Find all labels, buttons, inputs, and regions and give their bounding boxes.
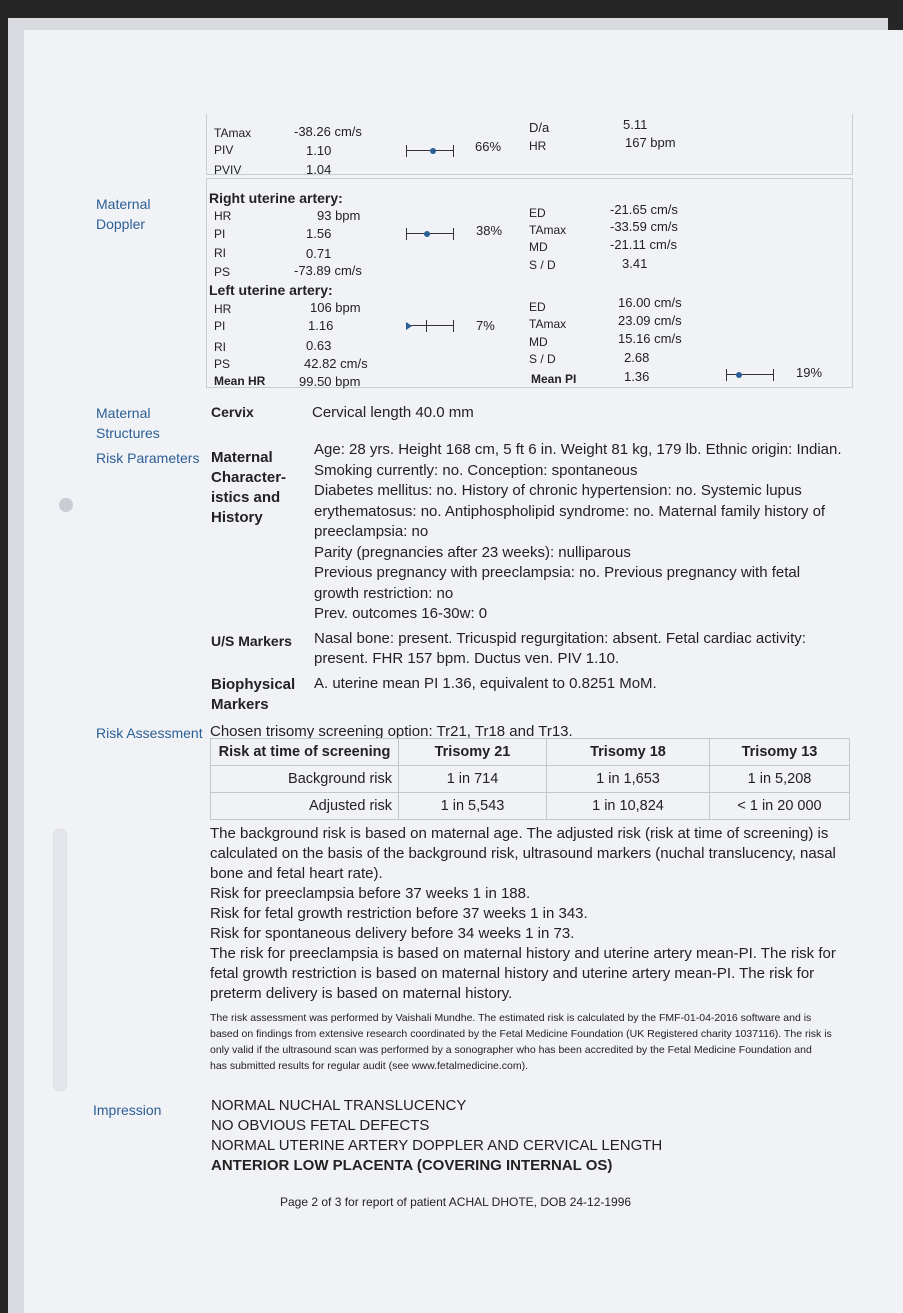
bio-label-1: Markers <box>211 696 269 713</box>
fine-line-0: The risk assessment was performed by Vaishali Mundhe. The estimated risk is calculated by the FMF-01-04-2016 software and is <box>210 1012 812 1024</box>
char-line-7: growth restriction: no <box>314 584 454 602</box>
right-uterine-title: Right uterine artery: <box>209 190 343 206</box>
cell-adj-t13: < 1 in 20 000 <box>710 793 850 820</box>
ls-value-3: 2.68 <box>624 350 650 365</box>
top-value-0: -38.26 cm/s <box>294 124 362 139</box>
section-impression: Impression <box>93 1102 162 1118</box>
risk-table <box>210 738 850 820</box>
header-t13: Trisomy 13 <box>710 739 850 766</box>
cell-bg-t13: 1 in 5,208 <box>710 766 850 793</box>
r-label-1: PI <box>214 227 226 241</box>
biophysical-value: A. uterine mean PI 1.36, equivalent to 0.8251 MoM. <box>314 675 657 692</box>
top-right-label-1: HR <box>529 139 547 153</box>
left-uterine-title: Left uterine artery: <box>209 282 333 298</box>
risk-disclaimer <box>210 1010 850 1074</box>
char-line-6: Previous pregnancy with preeclampsia: no. Previous pregnancy with fetal <box>314 564 801 581</box>
table-row <box>211 793 850 820</box>
risk-line-6: The risk for preeclampsia is based on maternal history and uterine artery mean-PI. The risk for <box>210 945 836 962</box>
us-markers-label: U/S Markers <box>211 633 292 649</box>
top-right-value-1: 167 bpm <box>625 135 676 150</box>
rs-label-2: MD <box>529 240 548 254</box>
rs-value-1: -33.59 cm/s <box>610 219 678 234</box>
l-label-0: HR <box>214 302 232 316</box>
header-risk-time: Risk at time of screening <box>211 739 399 766</box>
l-label-3: PS <box>214 357 231 371</box>
r-label-2: RI <box>214 246 226 260</box>
rs-label-3: S / D <box>529 258 556 272</box>
right-pi-range-indicator <box>406 228 454 240</box>
mean-pi-range-indicator <box>726 369 774 381</box>
rs-value-2: -21.11 cm/s <box>610 237 677 252</box>
section-maternal-doppler: Maternal Doppler <box>96 196 151 232</box>
risk-explanation <box>210 824 860 1004</box>
l-value-0: 106 bpm <box>310 300 361 315</box>
row-label-background: Background risk <box>211 766 399 793</box>
left-pi-percent: 7% <box>476 318 495 333</box>
l-value-4: 99.50 bpm <box>299 374 361 389</box>
screening-option: Chosen trisomy screening option: Tr21, Tr18 and Tr13. <box>210 723 573 740</box>
rs-label-1: TAmax <box>529 223 567 237</box>
us-line-0: Nasal bone: present. Tricuspid regurgitation: absent. Fetal cardiac activity: <box>314 630 806 647</box>
cell-adj-t18: 1 in 10,824 <box>547 793 710 820</box>
l-label-4: Mean HR <box>214 374 266 388</box>
l-value-2: 0.63 <box>306 338 332 353</box>
risk-table-header <box>211 739 850 766</box>
risk-line-0: The background risk is based on maternal age. The adjusted risk (risk at time of screening) is <box>210 825 829 842</box>
biophysical-label <box>211 675 295 715</box>
r-value-2: 0.71 <box>306 246 332 261</box>
top-value-2: 1.04 <box>306 162 332 177</box>
risk-line-8: preterm delivery is based on maternal history. <box>210 985 513 1002</box>
r-value-1: 1.56 <box>306 226 332 241</box>
fine-line-1: based on findings from extensive research coordinated by the Fetal Medicine Foundation (UK Registered charity 1037116). The risk is <box>210 1028 832 1040</box>
risk-line-5: Risk for spontaneous delivery before 34 weeks 1 in 73. <box>210 925 575 942</box>
r-label-0: HR <box>214 209 232 223</box>
risk-line-1: calculated on the basis of the background risk, ultrasound markers (nuchal translucency, nasal <box>210 845 836 862</box>
rs-label-0: ED <box>529 206 546 220</box>
maternal-characteristics-label <box>211 448 286 528</box>
l-value-1: 1.16 <box>308 318 334 333</box>
char-line-8: Prev. outcomes 16-30w: 0 <box>314 605 488 622</box>
ls-label-3: S / D <box>529 352 556 366</box>
right-pi-percent: 38% <box>476 223 503 238</box>
rs-value-3: 3.41 <box>622 256 648 271</box>
page-footer: Page 2 of 3 for report of patient ACHAL DHOTE, DOB 24-12-1996 <box>280 1195 632 1209</box>
risk-line-3: Risk for preeclampsia before 37 weeks 1 in 188. <box>210 885 531 902</box>
section-risk-parameters: Risk Parameters <box>96 450 200 466</box>
l-value-3: 42.82 cm/s <box>304 356 368 371</box>
char-line-3: erythematosus: no. Antiphospholipid syndrome: no. Maternal family history of <box>314 502 826 520</box>
char-label-0: Maternal <box>211 449 273 466</box>
ls-value-4: 1.36 <box>624 369 650 384</box>
char-line-1: Smoking currently: no. Conception: spontaneous <box>314 461 638 479</box>
impression-line-0: NORMAL NUCHAL TRANSLUCENCY <box>211 1097 467 1114</box>
rs-value-0: -21.65 cm/s <box>610 202 678 217</box>
ls-label-4: Mean PI <box>531 372 577 386</box>
punch-hole-top <box>59 498 73 512</box>
ls-value-0: 16.00 cm/s <box>618 295 682 310</box>
ls-label-0: ED <box>529 300 546 314</box>
l-label-1: PI <box>214 319 226 333</box>
top-label-2: PVIV <box>214 163 242 177</box>
section-maternal-structures-l1: Maternal <box>96 405 151 421</box>
bio-label-0: Biophysical <box>211 676 296 693</box>
top-value-1: 1.10 <box>306 143 332 158</box>
cell-adj-t21: 1 in 5,543 <box>399 793 547 820</box>
impression-line-bold: ANTERIOR LOW PLACENTA (COVERING INTERNAL OS) <box>211 1157 613 1174</box>
r-value-3: -73.89 cm/s <box>294 263 362 278</box>
top-label-1: PIV <box>214 143 234 157</box>
left-pi-range-indicator <box>406 320 454 332</box>
cell-bg-t18: 1 in 1,653 <box>547 766 710 793</box>
impression-lines <box>211 1096 811 1176</box>
char-label-1: Character- <box>211 469 287 486</box>
section-maternal-structures-l2: Structures <box>96 425 160 441</box>
cell-bg-t21: 1 in 714 <box>399 766 547 793</box>
ls-value-2: 15.16 cm/s <box>618 331 682 346</box>
ls-value-1: 23.09 cm/s <box>618 313 682 328</box>
row-label-adjusted: Adjusted risk <box>211 793 399 820</box>
ls-label-1: TAmax <box>529 317 567 331</box>
top-percent: 66% <box>475 139 502 154</box>
risk-line-4: Risk for fetal growth restriction before 37 weeks 1 in 343. <box>210 905 588 922</box>
impression-line-1: NO OBVIOUS FETAL DEFECTS <box>211 1117 430 1134</box>
cervix-label: Cervix <box>211 404 254 420</box>
r-label-3: PS <box>214 265 231 279</box>
binder-bar <box>54 830 66 1090</box>
char-line-2: Diabetes mellitus: no. History of chronic hypertension: no. Systemic lupus <box>314 482 802 499</box>
char-line-0: Age: 28 yrs. Height 168 cm, 5 ft 6 in. Weight 81 kg, 179 lb. Ethnic origin: Indian. <box>314 441 842 458</box>
ls-label-2: MD <box>529 335 548 349</box>
fine-line-3: has submitted results for regular audit (see www.fetalmedicine.com). <box>210 1060 529 1072</box>
impression-line-2: NORMAL UTERINE ARTERY DOPPLER AND CERVICAL LENGTH <box>211 1137 663 1154</box>
us-markers-text <box>314 629 874 669</box>
char-label-3: History <box>211 509 263 526</box>
header-t21: Trisomy 21 <box>399 739 547 766</box>
l-label-2: RI <box>214 340 226 354</box>
cervix-value: Cervical length 40.0 mm <box>312 404 474 421</box>
char-line-5: Parity (pregnancies after 23 weeks): nulliparous <box>314 543 631 561</box>
mean-pi-percent: 19% <box>796 365 823 380</box>
risk-line-7: fetal growth restriction is based on maternal history and uterine artery mean-PI. The risk for <box>210 965 815 982</box>
top-right-value-0: 5.11 <box>623 117 648 132</box>
top-label-0: TAmax <box>214 126 252 140</box>
report-page <box>24 30 903 1313</box>
r-value-0: 93 bpm <box>317 208 361 223</box>
fine-line-2: only valid if the ultrasound scan was performed by a sonographer who has been accredited by the Fetal Medicine Foundation and <box>210 1044 812 1056</box>
section-risk-assessment: Risk Assessment <box>96 725 203 741</box>
us-line-1: present. FHR 157 bpm. Ductus ven. PIV 1.10. <box>314 650 620 667</box>
maternal-characteristics-text <box>314 440 874 625</box>
risk-line-2: bone and fetal heart rate). <box>210 865 383 882</box>
char-label-2: istics and <box>211 489 281 506</box>
top-range-indicator <box>406 145 454 157</box>
header-t18: Trisomy 18 <box>547 739 710 766</box>
char-line-4: preeclampsia: no <box>314 523 429 540</box>
top-right-label-0: D/a <box>529 120 550 135</box>
table-row <box>211 766 850 793</box>
